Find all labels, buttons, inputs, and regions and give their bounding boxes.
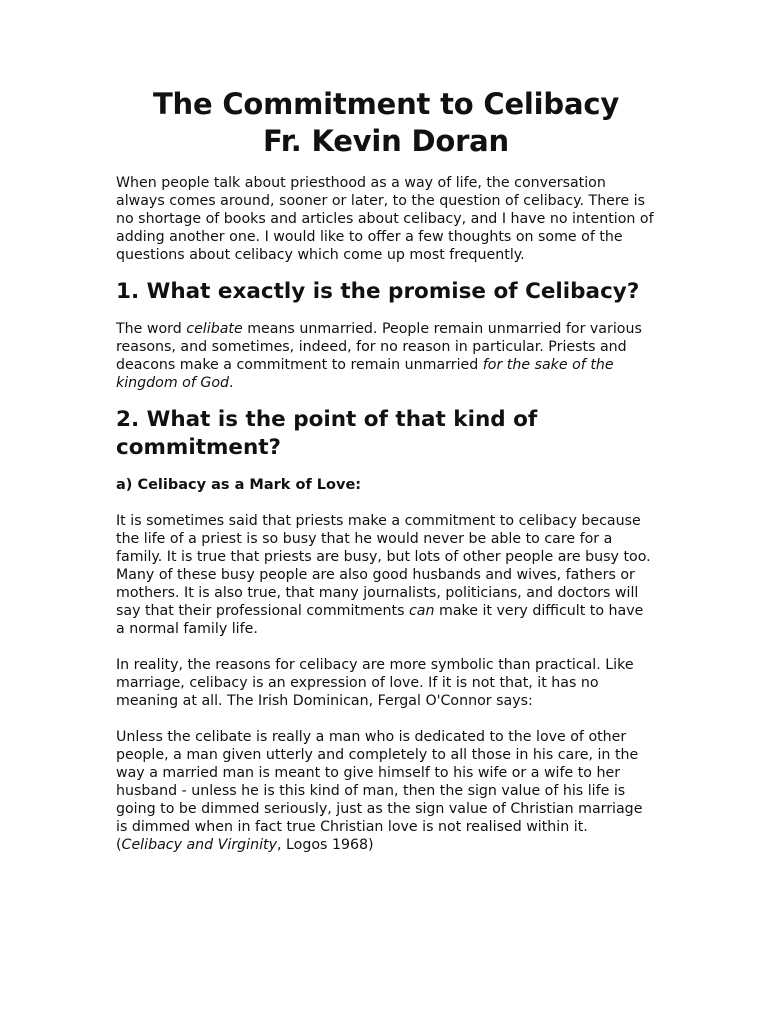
title-author: Fr. Kevin Doran bbox=[263, 124, 509, 158]
phrase-kingdom: for the sake of the kingdom of God bbox=[116, 357, 614, 391]
title-line-1: The Commitment to Celibacy bbox=[152, 87, 620, 121]
book-title: Celibacy and Virginity bbox=[121, 837, 277, 853]
word-can: can bbox=[408, 603, 435, 619]
quotation-paragraph: Unless the celibate is really a man who is dedicated to the love of other people, a man given utterly and completely to all those in his care, in the way a married man is meant to give himself to his wife or a wife to her husband - unless he is this kind of man, then the sign value of his life is going to be dimmed seriously, just as the sign value of Christian marriage is dimmed when in fact true Christian love is not realised within it. (Celibacy and Virginity, Logos 1968) bbox=[116, 729, 643, 853]
section-2-paragraph-1: It is sometimes said that priests make a commitment to celibacy because the life of a priest is so busy that he would never be able to care for a family. It is true that priests are busy, but lots of other people are busy too. Many of these busy people are also good husbands and wives, fathers or mothers. It is also true, that many journalists, politicians, and doctors will say that their professional commitments can make it very difficult to have a normal family life. bbox=[116, 513, 651, 637]
term-celibate: celibate bbox=[186, 321, 243, 337]
section-2-paragraph-2: In reality, the reasons for celibacy are more symbolic than practical. Like marriage, celibacy is an expression of love. If it is not that, it has no meaning at all. The Irish Dominican, Fergal O'Connor says: bbox=[116, 657, 634, 709]
section-1-paragraph: The word celibate means unmarried. People remain unmarried for various reasons, and sometimes, indeed, for no reason in particular. Priests and deacons make a commitment to remain unmarried for the sake of the kingdom of God. bbox=[116, 321, 642, 391]
intro-paragraph: When people talk about priesthood as a way of life, the conversation always comes around, sooner or later, to the question of celibacy. There is no shortage of books and articles about celibacy, and I have no intention of adding another one. I would like to offer a few thoughts on some of the questions about celibacy which come up most frequently. bbox=[116, 175, 654, 263]
section-1-heading: 1. What exactly is the promise of Celibacy? bbox=[116, 279, 640, 304]
section-2-heading: 2. What is the point of that kind of commitment? bbox=[116, 407, 538, 460]
document-title bbox=[116, 86, 656, 160]
section-2-subheading: a) Celibacy as a Mark of Love: bbox=[116, 477, 362, 493]
document-page bbox=[116, 86, 656, 854]
